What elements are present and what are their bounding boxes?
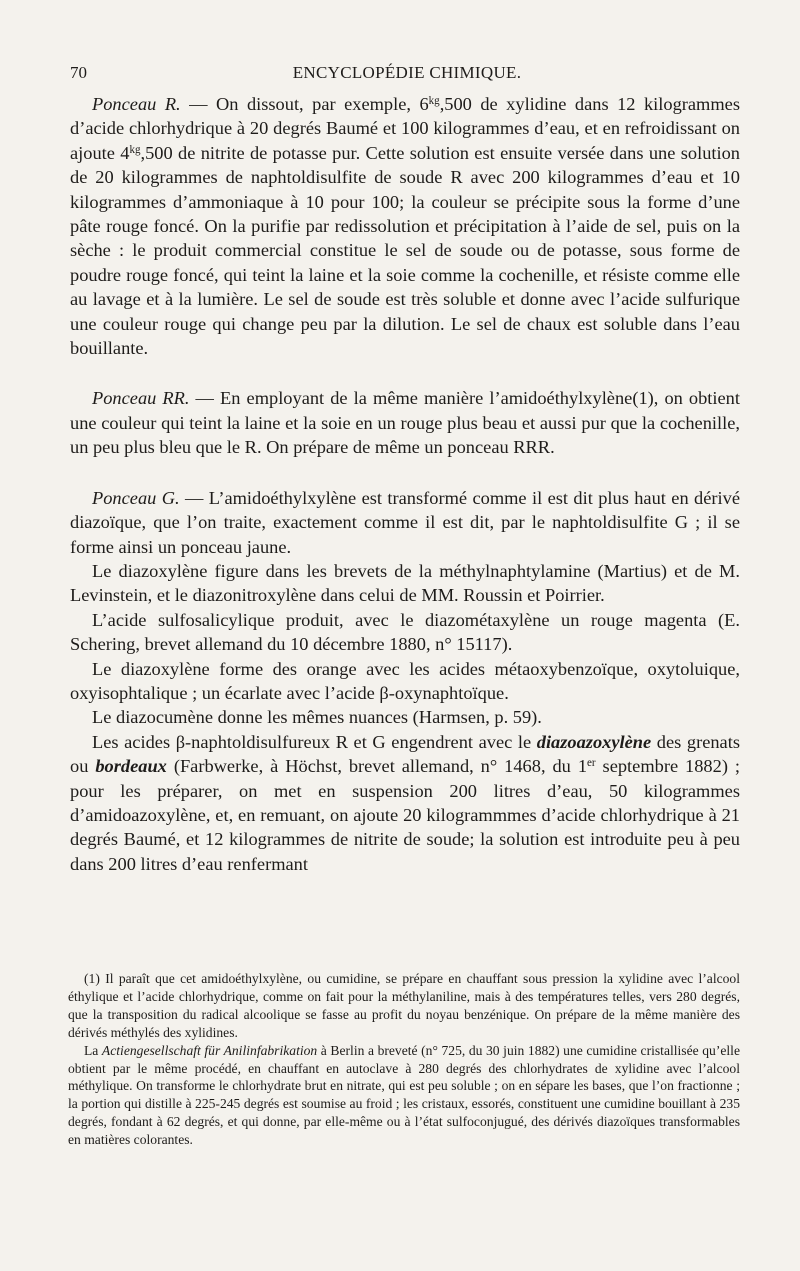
page-header [70, 63, 744, 85]
footnote-text: à Berlin a breveté (n° 725, du 30 juin 1882) une cumidine cristallisée qu’elle obtient par le même procédé, en chauffant en autoclave à 280 degrés des chlorhydrates de xylidine avec l’alcool méthylique. On transforme le chlorhydrate brut en nitrate, qui est peu soluble ; on en sépare les bases, que l’on fractionne ; la portion qui distille à 225-245 degrés est soumise au froid ; les cristaux, essorés, constituent une cumidine bouillant à 235 degrés, fondant à 62 degrés, et qui donne, par elle-même ou à l’état sulfoconjugué, des dérivés diazoïques transformables en matières colorantes. [68, 1042, 740, 1148]
emphasis-diazoazoxylene: diazoazoxylène [536, 731, 652, 752]
paragraph-text: (Farbwerke, à Höchst, brevet allemand, n° 1468, du 1er septembre 1882) ; pour les préparer, on met en suspension 200 litres d’eau, 50 kilogrammes d’amidoazoxylène, et, en remuant, on ajoute 20 kilogrammmes d’acide chlorhydrique à 21 degrés Baumé, et 12 kilogrammes de nitrite de soude; la solution est introduite peu à peu dans 200 litres d’eau renfermant [70, 756, 740, 874]
footnote-text: La [84, 1042, 102, 1058]
main-text [70, 92, 740, 876]
section-lead: Ponceau G. [92, 487, 180, 508]
paragraph-text: Les acides β-naphtoldisulfureux R et G engendrent avec le [92, 731, 537, 752]
paragraph-ponceau-r [70, 92, 740, 360]
footnote-continuation [68, 1042, 740, 1149]
paragraph-sulfosalicylique: L’acide sulfosalicylique produit, avec le diazométaxylène un rouge magenta (E. Schering, brevet allemand du 10 décembre 1880, n° 15117). [70, 609, 740, 655]
paragraph-text: — En employant de la même manière l’amidoéthylxylène(1), on obtient une couleur qui teint la laine et la soie en un rouge plus beau et aussi pur que la cochenille, un peu plus bleu que le R. On prépare de même un ponceau RRR. [70, 388, 740, 458]
section-lead: Ponceau R. [92, 94, 181, 114]
paragraph-text: — L’amidoéthylxylène est transformé comme il est dit plus haut en dérivé diazoïque, que l’on traite, exactement comme il est dit, par le naphtoldisulfite G ; il se forme ainsi un ponceau jaune. [70, 487, 740, 557]
paragraph-text: des grenats ou [70, 731, 740, 777]
emphasis-bordeaux: bordeaux [95, 756, 167, 777]
running-title: ENCYCLOPÉDIE CHIMIQUE. [292, 63, 522, 82]
footnotes [68, 970, 740, 1149]
paragraph-grenats [70, 730, 740, 876]
paragraph-diazoxylene: Le diazoxylène figure dans les brevets de la méthylnaphtylamine (Martius) et de M. Levinstein, et le diazonitroxylène dans celui de MM. Roussin et Poirrier. [70, 560, 740, 606]
paragraph-ponceau-rr [70, 386, 740, 459]
footnote-1: (1) Il paraît que cet amidoéthylxylène, ou cumidine, se prépare en chauffant sous pression la xylidine avec l’alcool éthylique et l’acide chlorhydrique, comme on fait pour la méthylaniline, mais à des températures telles, vers 280 degrés, que la transposition du radical alcoolique se fasse au profit du noyau benzénique. On prépare de la même manière des dérivés méthylés des xylidines. [68, 971, 740, 1040]
paragraph-text: — On dissout, par exemple, $6^{kg},500$ de xylidine dans 12 kilogrammes d’acide chlorhydrique à 20 degrés Baumé et 100 kilogrammes d’eau, et en refroidissant on ajoute $4^{kg},500$ de nitrite de potasse pur. Cette solution est ensuite versée dans une solution de 20 kilogrammes de naphtoldisulfite de soude R avec 200 kilogrammes d’eau et 10 kilogrammes d’ammoniaque à 10 pour 100; la couleur se précipite sous la forme d’une pâte rouge foncé. On la purifie par redissolution et précipitation à l’aide de sel, puis on la sèche : le produit commercial constitue le sel de soude ou de potasse, sous forme de poudre rouge foncé, qui teint la laine et la soie comme la cochenille, et résiste comme elle au lavage et à la lumière. Le sel de soude est très soluble et donne avec l’acide sulfurique une couleur rouge qui change peu par la dilution. Le sel de chaux est soluble dans l’eau bouillante. [70, 94, 740, 359]
paragraph-diazocumene: Le diazocumène donne les mêmes nuances (Harmsen, p. 59). [92, 707, 542, 728]
section-lead: Ponceau RR. [92, 388, 190, 409]
page-number: 70 [70, 63, 87, 82]
paragraph-ponceau-g [70, 486, 740, 559]
company-name: Actiengesellschaft für Anilinfabrikation [101, 1042, 318, 1058]
paragraph-orange: Le diazoxylène forme des orange avec les acides métaoxybenzoïque, oxytoluique, oxyisophtalique ; un écarlate avec l’acide β-oxynaphtoïque. [70, 658, 740, 703]
